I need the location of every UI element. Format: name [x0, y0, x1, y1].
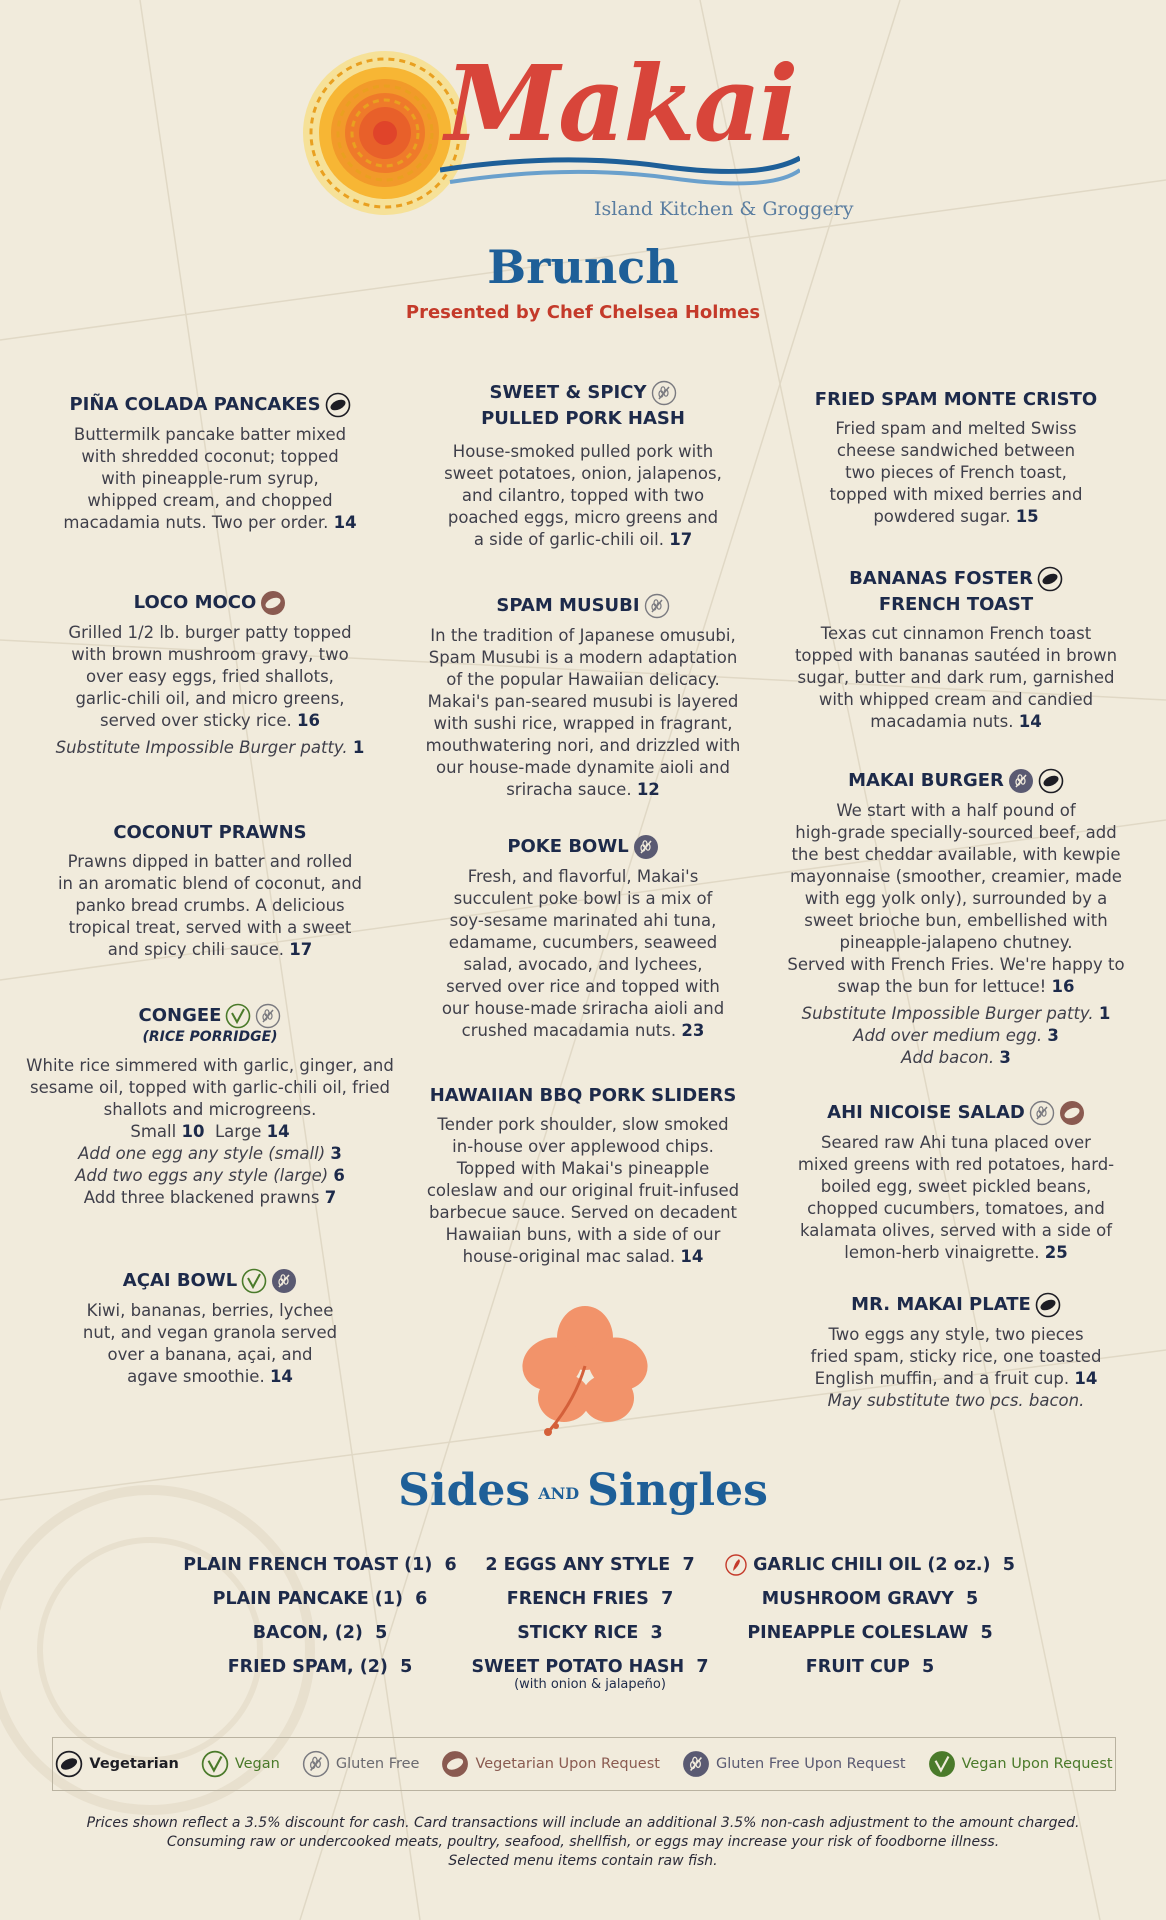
item-sizes: Small 10 Large 14: [130, 1122, 290, 1141]
item-title: LOCO MOCO: [40, 590, 380, 616]
item-description: Texas cut cinnamon French toast topped with bananas sautéed in brown sugar, butter and dark rum, garnished with whipped cream and candied macadamia nuts. 14: [794, 624, 1118, 731]
item-title: BANANAS FOSTER FRENCH TOAST: [786, 566, 1126, 617]
menu-item-bananas-foster: [786, 566, 1126, 733]
menu-item-poke-bowl: [413, 834, 753, 1042]
hibiscus-flower-icon: [520, 1300, 650, 1440]
sides-title: Sides AND Singles: [398, 1465, 768, 1516]
item-description: Two eggs any style, two pieces fried spam, sticky rice, one toasted English muffin, and a fruit cup. 14 May substitute two pcs. bacon.: [810, 1325, 1102, 1410]
side-item: PLAIN PANCAKE (1) 6: [212, 1589, 428, 1609]
chili-icon: [725, 1554, 747, 1576]
side-item: FRUIT CUP 5: [805, 1657, 935, 1677]
legend-item-gluten-free: Gluten Free: [302, 1750, 420, 1778]
item-description: Seared raw Ahi tuna placed over mixed greens with red potatoes, hard- boiled egg, sweet pickled beans, chopped cucumbers, tomatoes, and kalamata olives, served with a side of lemon-herb vinaigrette. 25: [797, 1133, 1115, 1262]
gluten-free-upon-request-icon: [633, 834, 659, 860]
brand-logo-text: Makai: [445, 42, 797, 165]
item-price: 25: [1044, 1243, 1068, 1262]
vegetarian-icon: [55, 1750, 83, 1778]
vegetarian-icon: [1035, 1292, 1061, 1318]
vegetarian-upon-request-icon: [441, 1750, 469, 1778]
item-price: 16: [297, 711, 320, 730]
brand-tagline: Island Kitchen & Groggery: [594, 198, 854, 220]
gluten-free-icon: [644, 593, 670, 619]
gluten-free-upon-request-icon: [682, 1750, 710, 1778]
side-item: 2 EGGS ANY STYLE 7: [485, 1555, 695, 1575]
item-description: Fresh, and flavorful, Makai's succulent poke bowl is a mix of soy-sesame marinated ahi tuna, edamame, cucumbers, seaweed salad, avocado, and lychees, served over rice and topped with our house-made sriracha aioli and crushed macadamia nuts. 23: [441, 867, 725, 1040]
item-price: 17: [669, 530, 693, 549]
menu-item-spam-monte-cristo: [786, 387, 1126, 528]
side-item: STICKY RICE 3: [517, 1623, 663, 1643]
item-price: 16: [1051, 977, 1075, 996]
item-title: SPAM MUSUBI: [413, 593, 753, 619]
chef-credit: Presented by Chef Chelsea Holmes: [405, 302, 761, 323]
side-item: GARLIC CHILI OIL (2 oz.) 5: [720, 1548, 1020, 1582]
item-description: Fried spam and melted Swiss cheese sandwiched between two pieces of French toast, topped with mixed berries and powdered sugar. 15: [829, 419, 1083, 526]
side-item: PLAIN FRENCH TOAST (1) 6: [183, 1555, 457, 1575]
item-description: Buttermilk pancake batter mixed with shredded coconut; topped with pineapple-rum syrup, whipped cream, and chopped macadamia nuts. Two per order. 14: [63, 425, 357, 532]
vegan-icon: [201, 1750, 229, 1778]
item-title: MR. MAKAI PLATE: [786, 1292, 1126, 1318]
legend-item-gluten-free-upon-request: Gluten Free Upon Request: [682, 1750, 906, 1778]
gluten-free-upon-request-icon: [271, 1268, 297, 1294]
sides-column-3: [720, 1548, 1020, 1684]
legend-item-vegetarian: Vegetarian: [55, 1750, 178, 1778]
menu-item-acai-bowl: [40, 1268, 380, 1388]
side-item: PINEAPPLE COLESLAW 5: [747, 1623, 993, 1643]
menu-item-spam-musubi: [413, 593, 753, 801]
item-description: Grilled 1/2 lb. burger patty topped with brown mushroom gravy, two over easy eggs, fried shallots, garlic-chili oil, and micro greens, served over sticky rice. 16 Substitute Impossible Burger patty. 1: [55, 623, 365, 757]
side-item: BACON, (2) 5: [252, 1623, 388, 1643]
item-title: FRIED SPAM MONTE CRISTO: [814, 389, 1098, 410]
gluten-free-icon: [302, 1750, 330, 1778]
item-description: Kiwi, bananas, berries, lychee nut, and vegan granola served over a banana, açai, and agave smoothie. 14: [82, 1301, 338, 1386]
item-price: 12: [636, 780, 660, 799]
gluten-free-upon-request-icon: [1008, 768, 1034, 794]
item-price: 14: [680, 1247, 704, 1266]
gluten-free-icon: [651, 380, 677, 406]
item-description: White rice simmered with garlic, ginger, and sesame oil, topped with garlic-chili oil, fried shallots and microgreens. Small 10 Large 14 Add one egg any style (small) 3 Add two eggs any style (large) 6 Add three blackened prawns 7: [20, 1055, 400, 1209]
item-title: POKE BOWL: [413, 834, 753, 860]
item-price: 17: [289, 940, 313, 959]
item-price: 14: [1074, 1369, 1098, 1388]
item-title: AÇAI BOWL: [40, 1268, 380, 1294]
gluten-free-icon: [255, 1003, 281, 1029]
menu-title: Brunch: [487, 240, 679, 294]
sides-column-1: [170, 1548, 470, 1684]
item-title: AHI NICOISE SALAD: [786, 1100, 1126, 1126]
item-price: 15: [1015, 507, 1039, 526]
menu-item-pina-colada-pancakes: [40, 392, 380, 534]
item-title: MAKAI BURGER: [776, 768, 1136, 794]
item-description: House-smoked pulled pork with sweet potatoes, onion, jalapenos, and cilantro, topped with two poached eggs, micro greens and a side of garlic-chili oil. 17: [444, 442, 722, 549]
item-price: 14: [269, 1367, 293, 1386]
sides-column-2: [465, 1548, 715, 1692]
item-title: COCONUT PRAWNS: [113, 822, 307, 843]
vegan-icon: [225, 1003, 251, 1029]
item-description: We start with a half pound of high-grade specially-sourced beef, add the best cheddar available, with kewpie mayonnaise (smoother, creamier, made with egg yolk only), surrounded by a sweet brioche bun, embellished with pineapple-jalapeno chutney. Served with French Fries. We're happy to swap the bun for lettuce! 16 Substitute Impossible Burger patty. 1 Add over medium egg. 3 Add bacon. 3: [787, 801, 1125, 1067]
legend-item-vegan-upon-request: Vegan Upon Request: [928, 1750, 1113, 1778]
menu-item-congee: [20, 1003, 400, 1209]
side-item-note: (with onion & jalapeño): [514, 1677, 666, 1692]
item-title: SWEET & SPICY PULLED PORK HASH: [481, 382, 685, 429]
menu-item-bbq-pork-sliders: [403, 1083, 763, 1268]
legend-item-vegetarian-upon-request: Vegetarian Upon Request: [441, 1750, 659, 1778]
vegan-upon-request-icon: [928, 1750, 956, 1778]
item-description: Prawns dipped in batter and rolled in an aromatic blend of coconut, and panko bread crumbs. A delicious tropical treat, served with a sweet and spicy chili sauce. 17: [57, 852, 363, 959]
side-item: FRIED SPAM, (2) 5: [227, 1657, 413, 1677]
item-title: CONGEE: [20, 1003, 400, 1029]
side-item: MUSHROOM GRAVY 5: [761, 1589, 979, 1609]
menu-item-sweet-spicy-pork-hash: [413, 380, 753, 551]
menu-item-makai-burger: [776, 768, 1136, 1069]
item-price: 14: [333, 513, 357, 532]
item-subtitle: (RICE PORRIDGE): [142, 1029, 278, 1045]
menu-item-coconut-prawns: [40, 820, 380, 961]
item-description: In the tradition of Japanese omusubi, Spam Musubi is a modern adaptation of the popular Hawaiian delicacy. Makai's pan-seared musubi is layered with sushi rice, wrapped in fragrant, mouthwatering nori, and drizzled with our house-made dynamite aioli and sriracha sauce. 12: [425, 626, 741, 799]
item-price: 14: [1018, 712, 1042, 731]
item-title: HAWAIIAN BBQ PORK SLIDERS: [429, 1085, 737, 1106]
item-description: Tender pork shoulder, slow smoked in-house over applewood chips. Topped with Makai's pineapple coleslaw and our original fruit-infused barbecue sauce. Served on decadent Hawaiian buns, with a side of our house-original mac salad. 14: [426, 1115, 740, 1266]
legend-item-vegan: Vegan: [201, 1750, 280, 1778]
vegetarian-upon-request-icon: [260, 590, 286, 616]
vegetarian-icon: [1037, 566, 1063, 592]
gluten-free-icon: [1029, 1100, 1055, 1126]
vegan-icon: [241, 1268, 267, 1294]
footer-disclaimer: Prices shown reflect a 3.5% discount for cash. Card transactions will include an additional 3.5% non-cash adjustment to the amount charged. Consuming raw or undercooked meats, poultry, seafood, shellfish, or eggs may increase your risk of foodborne illness. Selected menu items contain raw fish.: [86, 1815, 1080, 1869]
wave-logo-icon: [440, 152, 800, 192]
menu-item-mr-makai-plate: [786, 1292, 1126, 1412]
vegetarian-upon-request-icon: [1059, 1100, 1085, 1126]
dietary-legend: [52, 1737, 1116, 1791]
side-item: FRENCH FRIES 7: [506, 1589, 674, 1609]
item-title: PIÑA COLADA PANCAKES: [40, 392, 380, 418]
vegetarian-icon: [325, 392, 351, 418]
item-price: 23: [681, 1021, 705, 1040]
menu-item-ahi-nicoise-salad: [786, 1100, 1126, 1264]
side-item: SWEET POTATO HASH 7: [471, 1657, 709, 1677]
vegetarian-icon: [1038, 768, 1064, 794]
menu-item-loco-moco: [40, 590, 380, 759]
